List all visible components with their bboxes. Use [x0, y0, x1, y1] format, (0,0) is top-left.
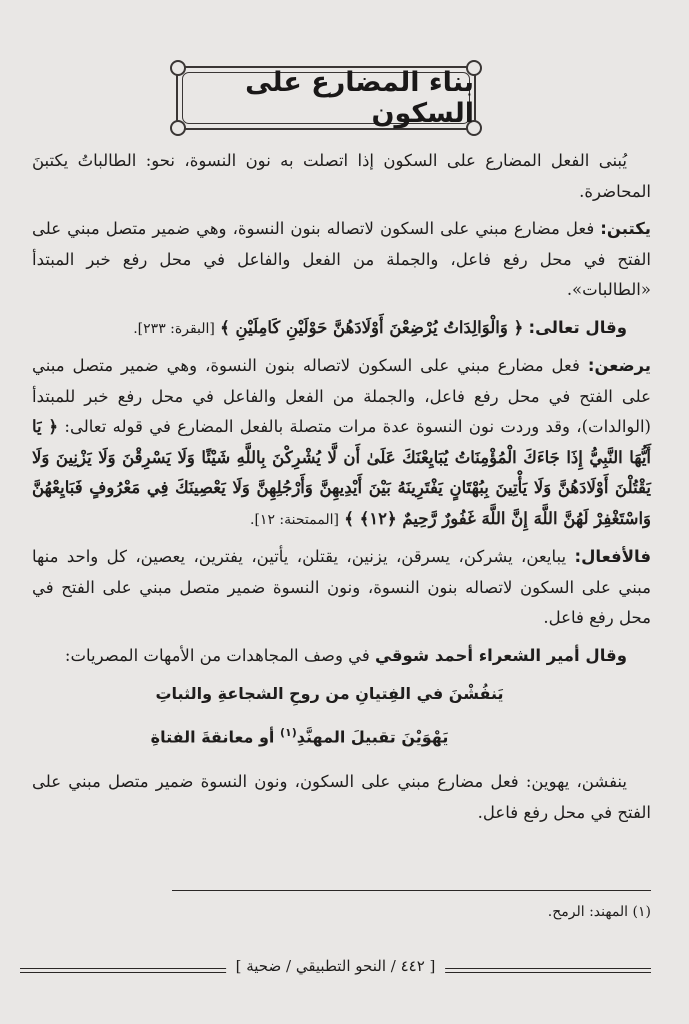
verse-reference: [البقرة: ٢٣٣].: [133, 320, 215, 337]
quote-intro: وقال تعالى:: [528, 317, 627, 337]
page-number-label: [ ٤٤٢ / النحو التطبيقي / ضحية ]: [226, 957, 446, 975]
quran-verse: ﴿ وَالْوَالِدَاتُ يُرْضِعْنَ أَوْلَادَهُنَّ حَوْلَيْنِ كَامِلَيْنِ ﴾: [220, 317, 524, 337]
footnote: (١) المهند: الرمح.: [547, 904, 651, 920]
title-frame: [176, 66, 476, 130]
paragraph-poem-analysis: ينفشن، يهوين: فعل مضارع مبني على السكون، ونون النسوة ضمير متصل مبني على الفتح في محل رفع فاعل.: [32, 772, 651, 822]
footnote-separator: [172, 890, 651, 891]
poem-verse-2-part-b: أو معانقةَ الفتاةِ: [150, 727, 275, 747]
page-footer: [20, 957, 651, 982]
main-text: [32, 146, 651, 835]
term-verbs: فالأفعال:: [574, 547, 651, 566]
analysis-text: فعل مضارع مبني على السكون لاتصاله بنون النسوة، وهي ضمير متصل مبني على الفتح في محل رفع فاعل، والجملة من الفعل والفاعل في محل رفع خبر المبتدأ «الطالبات».: [32, 219, 651, 299]
analysis-text: فعل مضارع مبني على السكون لاتصاله بنون النسوة، وهي ضمير متصل مبني على الفتح في محل رفع فاعل، والجملة من الفعل والفاعل في محل رفع خبر للمبتدأ (الوالدات)، وقد وردت نون النسوة عدة مرات متصلة بالفعل المضارع في قوله تعالى:: [32, 356, 651, 436]
analysis-text: يبايعن، يشركن، يسرقن، يزنين، يقتلن، يأتين، يفترين، يعصين، كل واحد منها مبني على السكون لاتصاله بنون النسوة، ونون النسوة ضمير متصل مبني على الفتح في محل رفع فاعل.: [32, 547, 651, 627]
page-title: بناء المضارع على السكون: [245, 67, 474, 129]
poet-context: في وصف المجاهدات من الأمهات المصريات:: [64, 645, 370, 665]
quran-verse: ﴿ يَا أَيُّهَا النَّبِيُّ إِذَا جَاءَكَ الْمُؤْمِنَاتُ يُبَايِعْنَكَ عَلَىٰ أَن لَّا يُشْرِكْنَ بِاللَّهِ شَيْئًا وَلَا يَسْرِقْنَ وَلَا يَزْنِينَ وَلَا يَقْتُلْنَ أَوْلَادَهُنَّ وَلَا يَأْتِينَ بِبُهْتَانٍ يَفْتَرِينَهُ بَيْنَ أَيْدِيهِنَّ وَأَرْجُلِهِنَّ وَلَا يَعْصِينَكَ فِي مَعْرُوفٍ فَبَايِعْهُنَّ وَاسْتَغْفِرْ لَهُنَّ اللَّهَ إِنَّ اللَّهَ غَفُورٌ رَّحِيمٌ ﴿١٢﴾ ﴾: [32, 417, 651, 528]
paragraph-yaktubna: [32, 214, 651, 306]
footnote-marker: (١): [279, 726, 297, 739]
poet-intro: وقال أمير الشعراء أحمد شوقي: [375, 645, 627, 665]
verse-reference: [الممتحنة: ١٢].: [250, 511, 339, 528]
poem-verse-1: يَنفُشْنَ في الفِتيانِ من روحِ الشجاعةِ والثباتِ: [155, 684, 504, 703]
term-yurdiana: يرضعن:: [587, 356, 652, 375]
paragraph-yurdiana: [32, 351, 651, 535]
paragraph-intro: يُبنى الفعل المضارع على السكون إذا اتصلت به نون النسوة، نحو: الطالباتُ يكتبنَ المحاضرة.: [32, 151, 651, 201]
poem-verse-2: [32, 717, 651, 753]
paragraph-poet: [32, 641, 651, 672]
poem-verse-2-part-a: يَهْوَيْنَ تقبيلَ المهنَّدِ: [296, 727, 449, 747]
paragraph-verbs: [32, 542, 651, 634]
term-yaktubna: يكتبن:: [600, 219, 651, 238]
paragraph-quran-1: [32, 313, 651, 345]
